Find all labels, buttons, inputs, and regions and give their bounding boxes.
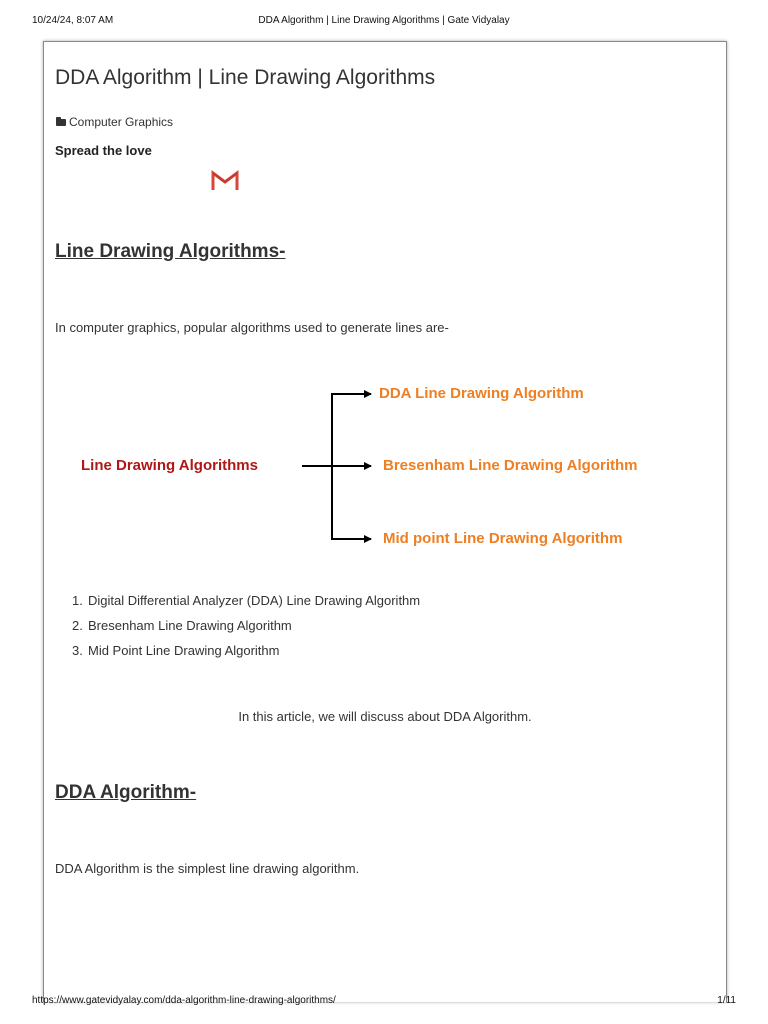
list-item-number: 2. [72,618,83,633]
section-heading-dda: DDA Algorithm- [55,782,197,803]
share-label: Spread the love [55,143,152,158]
list-item-number: 1. [72,593,83,608]
article-note: In this article, we will discuss about DDA Algorithm. [238,709,532,724]
list-item [55,618,420,643]
print-datetime: 10/24/24, 8:07 AM [32,15,114,26]
print-document-title: DDA Algorithm | Line Drawing Algorithms | Gate Vidyalay [258,15,510,26]
gmail-icon[interactable] [210,170,240,192]
diagram-branch-bresenham: Bresenham Line Drawing Algorithm [383,457,638,474]
print-header [32,15,736,29]
list-item-text: Mid Point Line Drawing Algorithm [88,643,280,658]
page-title: DDA Algorithm | Line Drawing Algorithms [55,66,436,89]
diagram-branch-midpoint: Mid point Line Drawing Algorithm [383,530,623,547]
list-item [55,643,420,668]
section-heading-line-drawing: Line Drawing Algorithms- [55,241,286,262]
list-item [55,593,420,618]
algorithms-list [55,593,420,668]
post-category [56,115,173,129]
intro-paragraph: In computer graphics, popular algorithms used to generate lines are- [55,320,449,335]
diagram-branch-dda: DDA Line Drawing Algorithm [379,385,584,402]
article-container [43,41,727,1002]
print-footer [32,995,736,1009]
list-item-number: 3. [72,643,83,658]
folder-icon [56,119,66,126]
list-item-text: Digital Differential Analyzer (DDA) Line Drawing Algorithm [88,593,421,608]
algorithms-diagram [55,372,715,552]
dda-intro-paragraph: DDA Algorithm is the simplest line drawing algorithm. [55,861,360,876]
print-url: https://www.gatevidyalay.com/dda-algorithm-line-drawing-algorithms/ [32,995,336,1006]
page-indicator: 1/11 [717,995,736,1006]
diagram-root-label: Line Drawing Algorithms [81,457,258,474]
list-item-text: Bresenham Line Drawing Algorithm [88,618,292,633]
category-link[interactable]: Computer Graphics [69,115,174,129]
